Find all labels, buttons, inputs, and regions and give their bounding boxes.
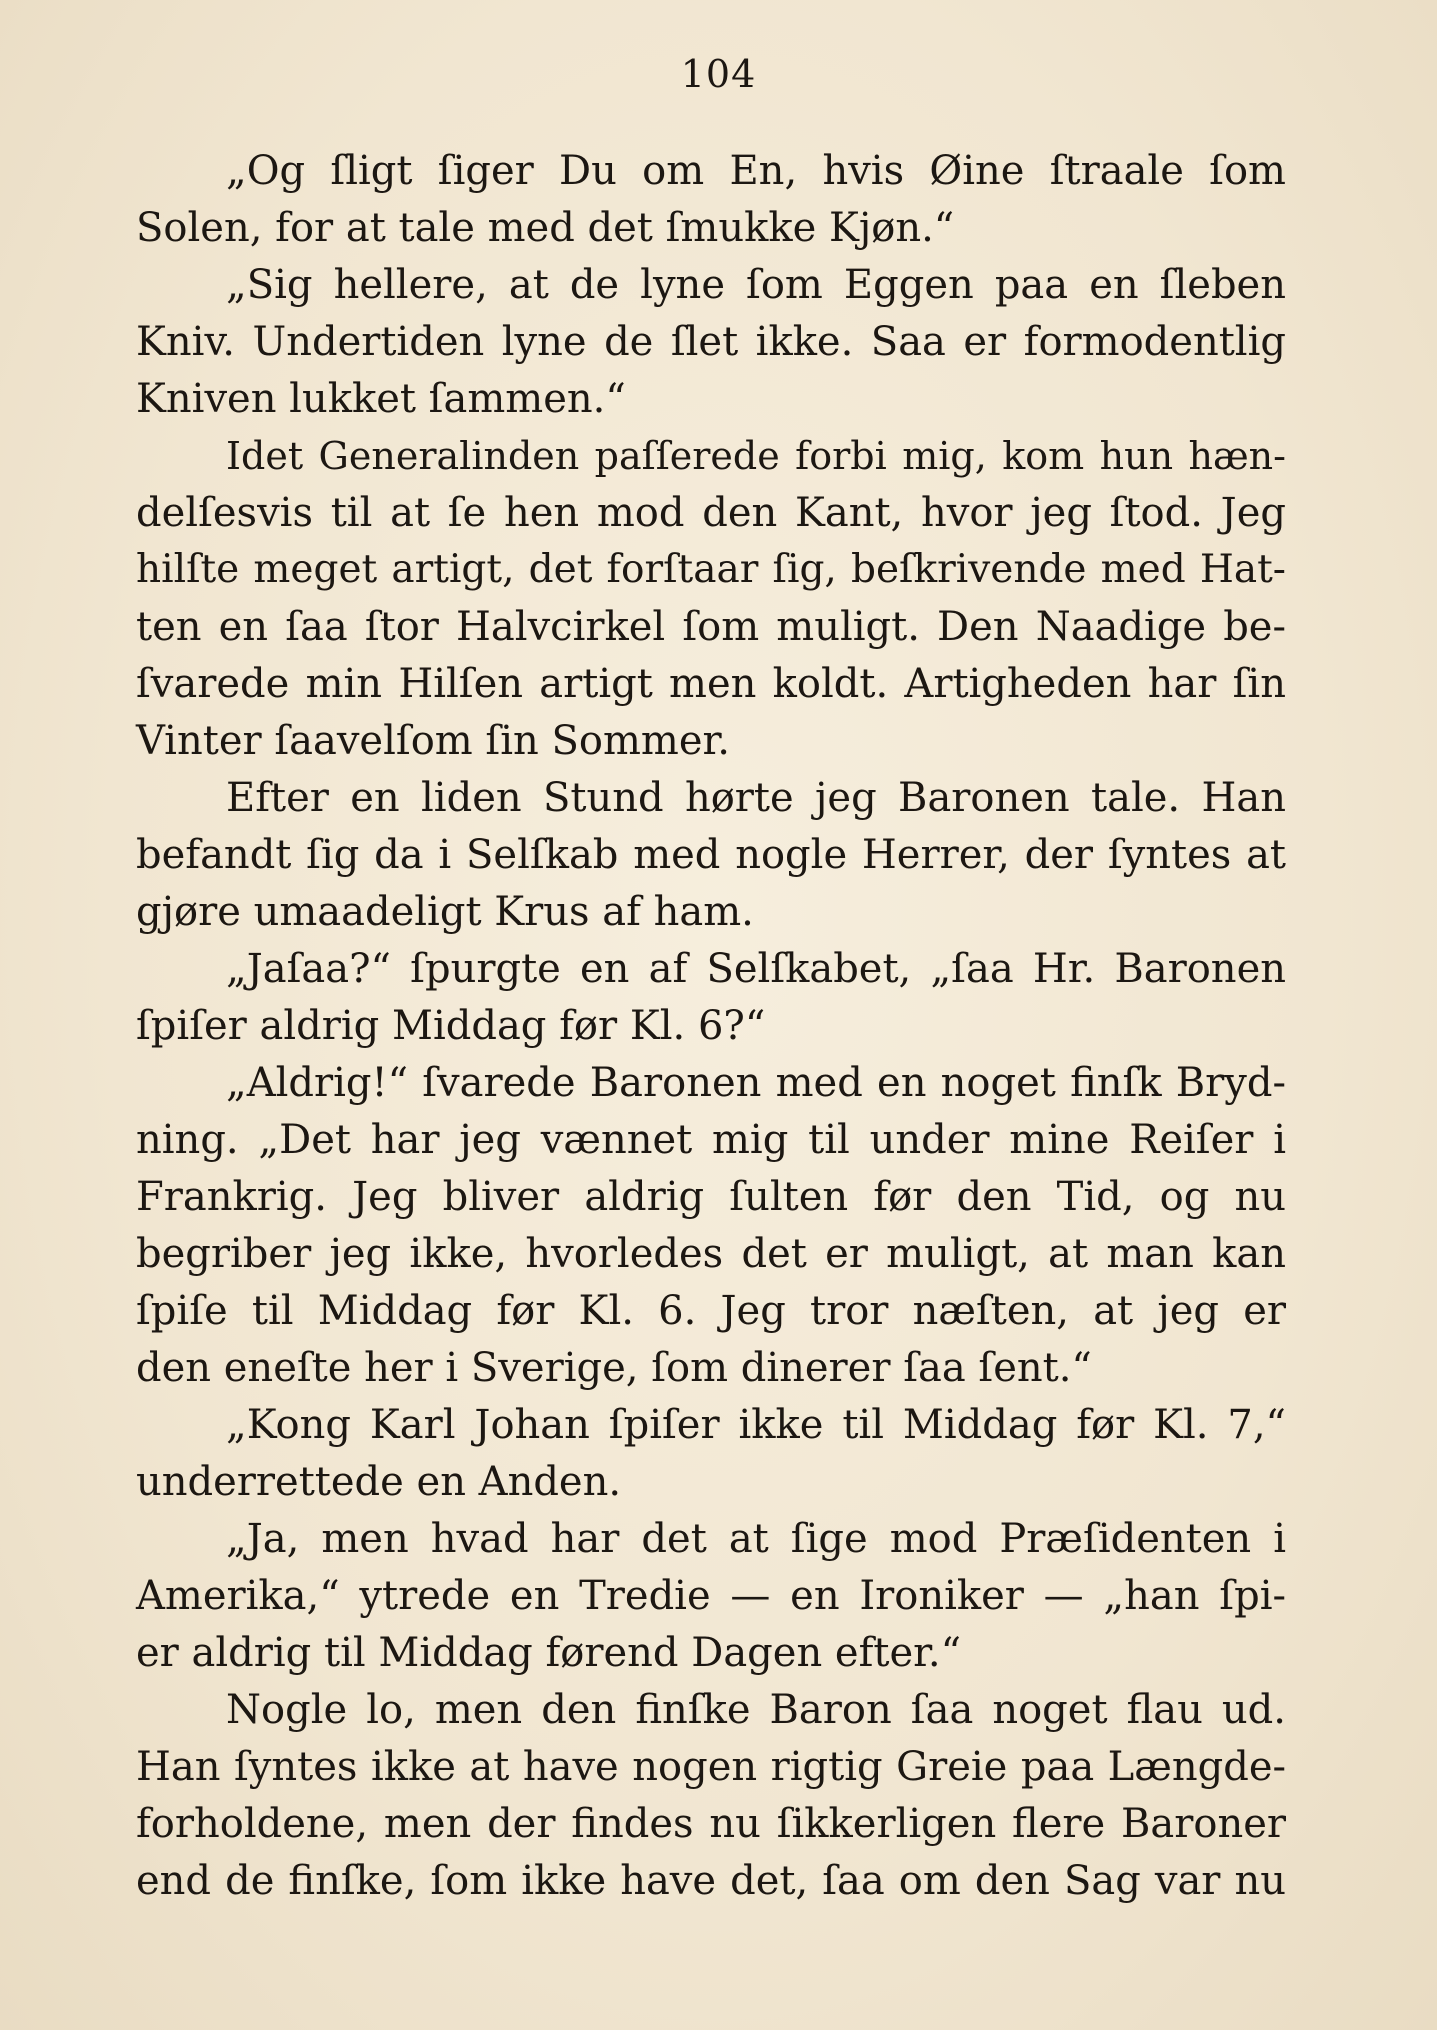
text-line: begriber jeg ikke, hvorledes det er muligt, at man kan bbox=[136, 1231, 1286, 1277]
text-line: den eneſte her i Sverige, ſom dinerer ſaa ſent.“ bbox=[136, 1345, 1092, 1391]
page-number: 104 bbox=[680, 52, 757, 96]
text-line: ten en ſaa ſtor Halvcirkel ſom muligt. Den Naadige be- bbox=[136, 604, 1286, 650]
text-line: hilſte meget artigt, det forſtaar ſig, beſkrivende med Hat- bbox=[136, 547, 1286, 592]
text-line: befandt ſig da i Selſkab med nogle Herrer, der ſyntes at bbox=[136, 832, 1286, 878]
text-line: Amerika,“ ytrede en Tredie — en Ironiker — „han ſpi- bbox=[136, 1573, 1286, 1619]
text-line: Efter en liden Stund hørte jeg Baronen tale. Han bbox=[226, 775, 1286, 821]
text-line: Frankrig. Jeg bliver aldrig ſulten før den Tid, og nu bbox=[136, 1174, 1286, 1220]
text-line: „Jaſaa?“ ſpurgte en af Selſkabet, „ſaa Hr. Baronen bbox=[226, 946, 1286, 992]
text-line: ning. „Det har jeg vænnet mig til under mine Reiſer i bbox=[136, 1117, 1286, 1163]
text-line: Han ſyntes ikke at have nogen rigtig Greie paa Længde- bbox=[136, 1744, 1286, 1790]
text-line: Vinter ſaavelſom ſin Sommer. bbox=[136, 718, 730, 764]
text-line: forholdene, men der findes nu ſikkerligen flere Baroner bbox=[136, 1801, 1286, 1847]
text-line: underrettede en Anden. bbox=[136, 1459, 622, 1505]
text-line: gjøre umaadeligt Krus af ham. bbox=[136, 889, 754, 935]
text-line: „Og ſligt ſiger Du om En, hvis Øine ſtraale ſom bbox=[226, 148, 1286, 194]
text-line: delſesvis til at ſe hen mod den Kant, hvor jeg ſtod. Jeg bbox=[136, 490, 1286, 536]
text-line: „Aldrig!“ ſvarede Baronen med en noget finſk Bryd- bbox=[226, 1060, 1286, 1106]
text-line: Kniv. Undertiden lyne de ſlet ikke. Saa er formodentlig bbox=[136, 319, 1286, 365]
text-line: end de finſke, ſom ikke have det, ſaa om den Sag var nu bbox=[136, 1858, 1286, 1904]
text-line: Idet Generalinden paſſerede forbi mig, kom hun hæn- bbox=[226, 434, 1286, 478]
text-line: „Sig hellere, at de lyne ſom Eggen paa en ſleben bbox=[226, 262, 1286, 308]
text-line: ſvarede min Hilſen artigt men koldt. Artigheden har ſin bbox=[136, 661, 1286, 707]
text-line: ſpiſe til Middag før Kl. 6. Jeg tror næſten, at jeg er bbox=[136, 1288, 1286, 1334]
text-line: er aldrig til Middag førend Dagen efter.“ bbox=[136, 1630, 962, 1676]
text-line: „Ja, men hvad har det at ſige mod Præſidenten i bbox=[226, 1516, 1286, 1562]
text-line: Solen, for at tale med det ſmukke Kjøn.“ bbox=[136, 205, 955, 251]
text-line: Nogle lo, men den finſke Baron ſaa noget flau ud. bbox=[226, 1687, 1286, 1733]
text-line: Kniven lukket ſammen.“ bbox=[136, 376, 626, 422]
text-line: ſpiſer aldrig Middag før Kl. 6?“ bbox=[136, 1003, 766, 1049]
text-line: „Kong Karl Johan ſpiſer ikke til Middag før Kl. 7,“ bbox=[226, 1402, 1286, 1448]
